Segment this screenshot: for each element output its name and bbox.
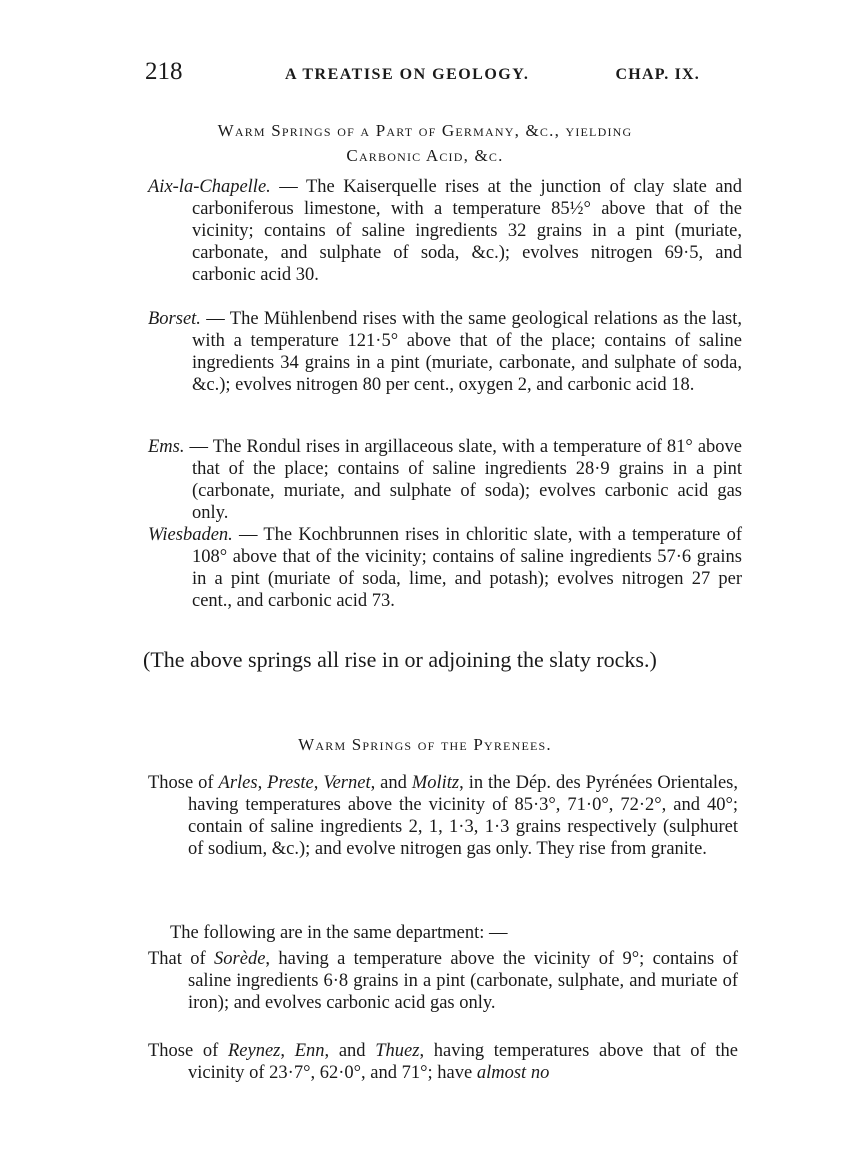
paragraph	[148, 948, 738, 1014]
text-run: , having temperatures above that of the vicinity of 23·7°, 62·0°, and 71°; have	[188, 1041, 738, 1083]
text-run: , having a temperature above the vicinity of 9°; contains of saline ingredients 6·8 grains in a pint (carbonate, sulphate, and muriate of iron); and evolves carbonic acid gas only.	[188, 949, 739, 1013]
text-run: That of	[148, 949, 215, 969]
place-name: Aix-la-Chapelle.	[148, 177, 271, 197]
spring-entry	[148, 524, 742, 612]
page-number: 218	[145, 58, 183, 85]
place-name: Molitz	[411, 773, 460, 793]
text-run: almost no	[476, 1063, 550, 1083]
heading-line: Carbonic Acid, &c.	[346, 146, 504, 165]
place-name: Preste	[267, 773, 314, 793]
text-run: ,	[280, 1041, 295, 1061]
entry-text: — The Kaiserquelle rises at the junction of clay slate and carboniferous limestone, with a temperature 85½° above that of the vicinity; contains of saline ingredients 32 grains in a pint (muriate, carbonate, and sulphate of soda, &c.); evolves nitrogen 69·5, and carbonic acid 30.	[192, 177, 742, 285]
section-heading-pyrenees: Warm Springs of the Pyrenees.	[298, 735, 552, 754]
place-name: Arles	[218, 773, 258, 793]
text-run: , in the Dép. des Pyrénées Orientales, having temperatures above the vicinity of 85·3°, 71·0°, 72·2°, and 40°; contain of saline ingredients 2, 1, 1·3, 1·3 grains respectively (sulphuret of sodium, &c.); and evolve nitrogen gas only. They rise from granite.	[188, 773, 738, 859]
text-run: , and	[324, 1041, 376, 1061]
place-name: Wiesbaden.	[148, 525, 233, 545]
entry-text: — The Kochbrunnen rises in chloritic slate, with a temperature of 108° above that of the vicinity; contains of saline ingredients 57·6 grains in a pint (muriate of soda, lime, and potash); evolves nitrogen 27 per cent., and carbonic acid 73.	[192, 525, 742, 611]
paragraph: The following are in the same department: —	[170, 923, 508, 943]
spring-entry	[148, 308, 742, 396]
entry-text: — The Rondul rises in argillaceous slate, with a temperature of 81° above that of the place; contains of saline ingredients 28·9 grains in a pint (carbonate, muriate, and sulphate of soda); evolves carbonic acid gas only.	[184, 437, 742, 523]
chapter-label: CHAP. IX.	[615, 66, 700, 83]
text-run: , and	[370, 773, 412, 793]
place-name: Borset.	[148, 309, 201, 329]
text-run: Those of	[148, 773, 219, 793]
place-name: Ems.	[148, 437, 185, 457]
text-run: Those of	[148, 1041, 228, 1061]
place-name: Reynez	[228, 1041, 281, 1061]
spring-entry	[148, 176, 742, 286]
place-name: Thuez	[375, 1041, 420, 1061]
text-run: ,	[313, 773, 324, 793]
place-name: Vernet	[323, 773, 371, 793]
entry-text: — The Mühlenbend rises with the same geological relations as the last, with a temperature 121·5° above that of the place; contains of saline ingredients 34 grains in a pint (muriate, carbonate, and sulphate of soda, &c.); evolves nitrogen 80 per cent., oxygen 2, and carbonic acid 18.	[192, 309, 742, 395]
handwritten-note: (The above springs all rise in or adjoining the slaty rocks.)	[143, 647, 657, 672]
running-title: A TREATISE ON GEOLOGY.	[285, 66, 530, 83]
paragraph	[148, 1040, 738, 1084]
paragraph	[148, 772, 738, 860]
spring-entry	[148, 436, 742, 524]
running-header	[145, 58, 700, 90]
section-heading-germany	[145, 118, 705, 168]
heading-line: Warm Springs of a Part of Germany, &c., yielding	[217, 121, 633, 140]
place-name: Sorède	[214, 949, 266, 969]
text-run: ,	[257, 773, 268, 793]
place-name: Enn	[294, 1041, 325, 1061]
